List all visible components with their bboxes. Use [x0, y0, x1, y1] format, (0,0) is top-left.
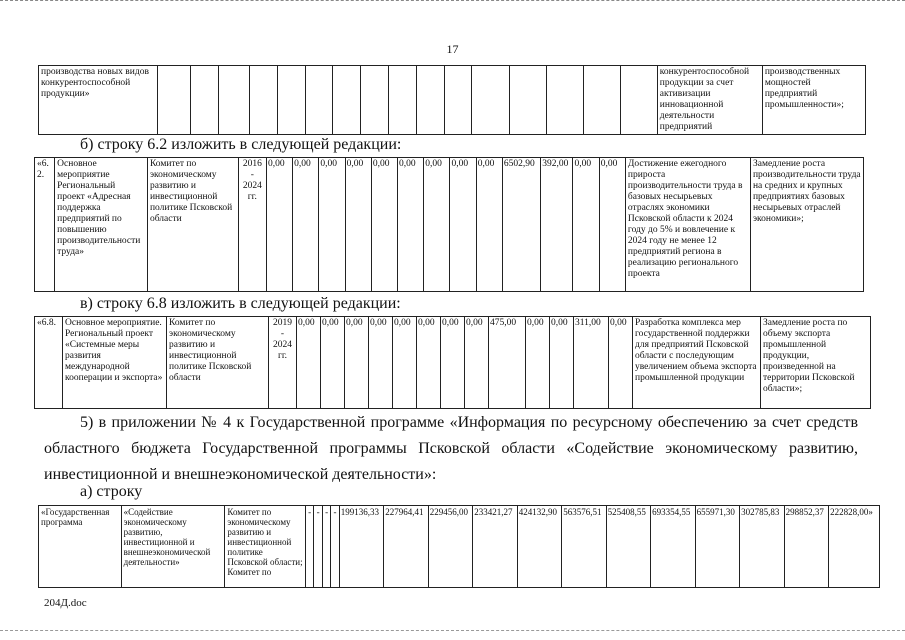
dash-cell: - — [305, 506, 313, 588]
budget-value: 227964,41 — [384, 506, 428, 588]
program-name: «Содействие экономическому развитию, инвестиционной и внешнеэкономической деятельности» — [121, 506, 225, 588]
event-name: Основное мероприятие Региональный проект «Адресная поддержка предприятий по повышению производительности труда» — [55, 158, 148, 292]
budget-value: 229456,00 — [428, 506, 472, 588]
value-cell: 0,00 — [450, 158, 476, 292]
cell-result: конкурентоспособной продукции за счет активизации инновационной деятельности предприятий — [657, 66, 762, 135]
value-cell: 0,00 — [297, 317, 321, 409]
value-cell: 0,00 — [345, 158, 371, 292]
budget-value: 693354,55 — [651, 506, 695, 588]
value-cell: 0,00 — [417, 317, 441, 409]
risk-consequence: Замедление роста по объему экспорта промышленной продукции, произведенной на территории Псковской области»; — [761, 317, 871, 409]
period: 2016 - 2024 гг. — [238, 158, 266, 292]
value-cell: 0,00 — [424, 158, 450, 292]
cell-name: производства новых видов конкурентоспособной продукции» — [39, 66, 158, 135]
budget-value: 424132,90 — [517, 506, 561, 588]
value-cell: 0,00 — [599, 158, 625, 292]
event-name: Основное мероприятие. Региональный проект «Системные меры развития международной кооперации и экспорта» — [63, 317, 167, 409]
value-cell: 0,00 — [369, 317, 393, 409]
value-cell: 0,00 — [393, 317, 417, 409]
value-cell: 392,00 — [541, 158, 573, 292]
scan-edge-top — [0, 0, 905, 4]
value-cell: 0,00 — [526, 317, 550, 409]
paragraph-5 — [44, 410, 858, 488]
program-status: «Государственная программа — [39, 506, 122, 588]
value-cell: 0,00 — [293, 158, 319, 292]
cell-risk: производственных мощностей предприятий промышленности»; — [762, 66, 865, 135]
executor: Комитет по экономическому развитию и инвестиционной политике Псковской области — [147, 158, 238, 292]
value-cell: 0,00 — [609, 317, 633, 409]
scan-edge-bottom — [0, 630, 905, 634]
budget-value: 233421,27 — [473, 506, 517, 588]
value-cell: 0,00 — [266, 158, 292, 292]
value-cell: 6502,90 — [502, 158, 540, 292]
dash-cell: - — [314, 506, 322, 588]
paragraph-5-text: 5) в приложении № 4 к Государственной программе «Информация по ресурсному обеспечению за счет средств областного бюджета Государственной программы Псковской области «Содействие экономическому развитию, инвестиционной и внешнеэкономической деятельности»: — [44, 414, 858, 483]
dash-cell: - — [322, 506, 330, 588]
value-cell: 0,00 — [371, 158, 397, 292]
period: 2019 - 2024 гг. — [269, 317, 297, 409]
budget-value: 298852,37 — [784, 506, 828, 588]
budget-value: 199136,33 — [339, 506, 383, 588]
budget-value: 222828,00» — [829, 506, 880, 588]
value-cell: 0,00 — [319, 158, 345, 292]
expected-result: Достижение ежегодного прироста производительности труда в базовых несырьевых отраслях экономики Псковской области к 2024 году до 5% и вовлечение к 2024 году не менее 12 предприятий региона в реализацию регионального проекта — [625, 158, 750, 292]
heading-v: в) строку 6.8 изложить в следующей редакции: — [80, 295, 401, 312]
risk-consequence: Замедление роста производительности труда на средних и крупных предприятиях базовых несырьевых отраслей экономики»; — [750, 158, 863, 292]
budget-value: 563576,51 — [562, 506, 606, 588]
executor: Комитет по экономическому развитию и инвестиционной политике Псковской области — [167, 317, 269, 409]
heading-a: а) строку — [80, 483, 143, 500]
value-cell: 475,00 — [489, 317, 526, 409]
value-cell: 0,00 — [465, 317, 489, 409]
value-cell: 311,00 — [574, 317, 609, 409]
budget-value: 302785,83 — [740, 506, 784, 588]
row-number: «6.8. — [35, 317, 63, 409]
footer-filename: 204Д.doc — [44, 597, 87, 609]
value-cell: 0,00 — [345, 317, 369, 409]
table-row-6-2 — [34, 157, 864, 292]
table-row-6-8 — [34, 316, 871, 409]
budget-value: 525408,55 — [606, 506, 650, 588]
expected-result: Разработка комплекса мер государственной поддержки для предприятий Псковской области с последующим увеличением объема экспорта промышленной продукции — [633, 317, 761, 409]
value-cell: 0,00 — [398, 158, 424, 292]
row-number: «6.2. — [35, 158, 55, 292]
program-executor: Комитет по экономическому развитию и инвестиционной политике Псковской области; Комитет по — [225, 506, 305, 588]
dash-cell: - — [331, 506, 339, 588]
table-continuation — [38, 65, 866, 135]
budget-value: 655971,30 — [695, 506, 739, 588]
value-cell: 0,00 — [573, 158, 599, 292]
value-cell: 0,00 — [321, 317, 345, 409]
table-program-row — [38, 505, 880, 588]
heading-b: б) строку 6.2 изложить в следующей редакции: — [80, 136, 402, 153]
value-cell: 0,00 — [476, 158, 502, 292]
value-cell: 0,00 — [550, 317, 574, 409]
value-cell: 0,00 — [441, 317, 465, 409]
page-number: 17 — [446, 42, 459, 56]
